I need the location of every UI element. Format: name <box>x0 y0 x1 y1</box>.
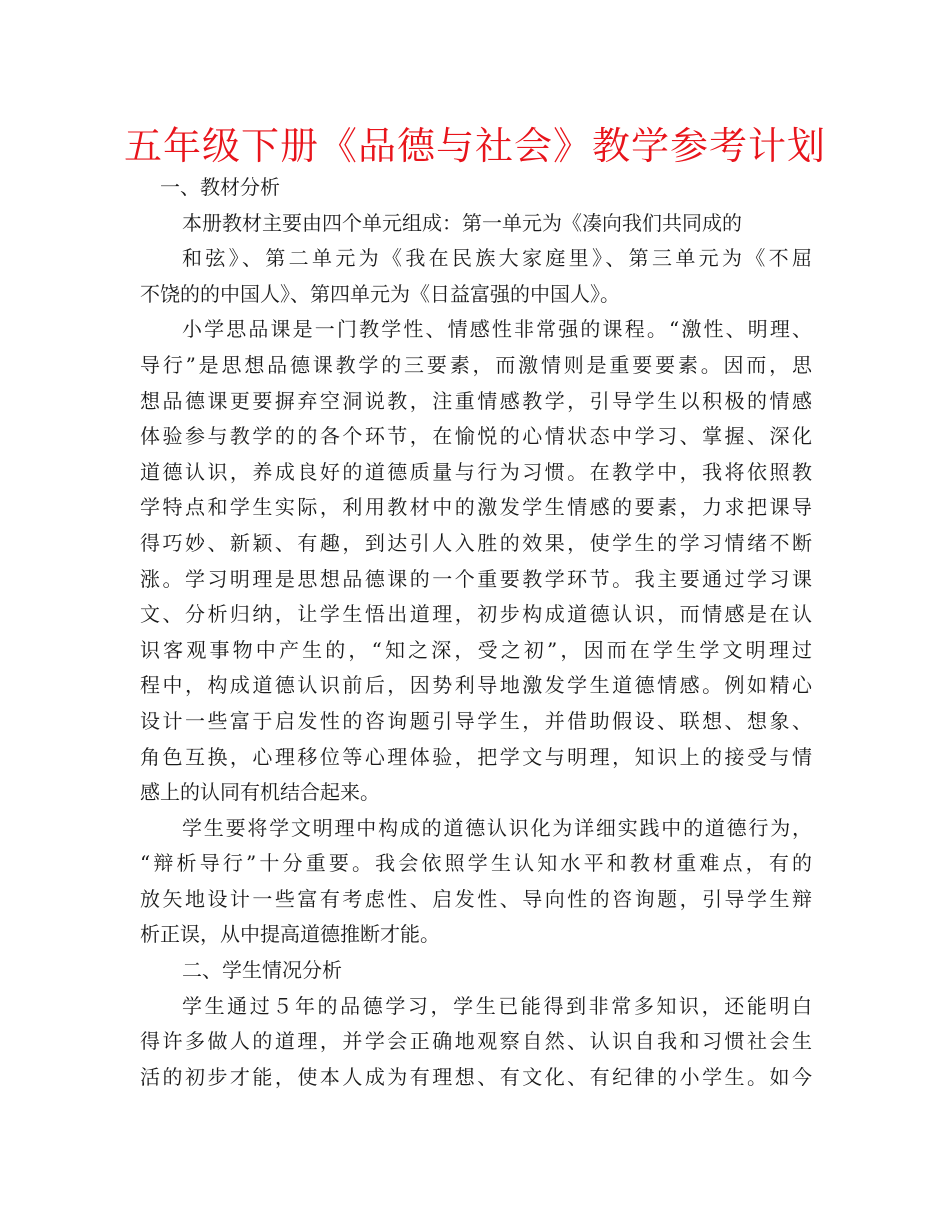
text-line: 学生要将学文明理中构成的道德认识化为详细实践中的道德行为， <box>182 815 812 840</box>
text-line: 小学思品课是一门教学性、情感性非常强的课程。“激性、明理、 <box>182 317 812 342</box>
text-line: 设计一些富于启发性的咨询题引导学生，并借助假设、联想、想象、 <box>140 708 812 733</box>
text-line: 识客观事物中产生的，“知之深，受之初”，因而在学生学文明理过 <box>140 637 812 662</box>
text-line: 不饶的的中国人》、第四单元为《日益富强的中国人》。 <box>140 281 620 306</box>
text-line: 文、分析归纳，让学生悟出道理，初步构成道德认识，而情感是在认 <box>140 602 812 627</box>
text-line: 体验参与教学的的各个环节，在愉悦的心情状态中学习、掌握、深化 <box>140 424 812 449</box>
text-line: 学生通过５年的品德学习，学生已能得到非常多知识，还能明白 <box>182 993 812 1018</box>
text-line: 感上的认同有机结合起来。 <box>140 780 380 805</box>
text-line: 析正误，从中提高道德推断才能。 <box>140 922 440 947</box>
document-body <box>140 170 812 1095</box>
text-line: 学特点和学生实际，利用教材中的激发学生情感的要素，力求把课导 <box>140 495 812 520</box>
text-line: 涨。学习明理是思想品德课的一个重要教学环节。我主要通过学习课 <box>140 566 812 591</box>
document-title: 五年级下册《品德与社会》教学参考计划 <box>123 124 826 168</box>
text-line: 程中，构成道德认识前后，因势利导地激发学生道德情感。例如精心 <box>140 673 812 698</box>
text-line: 得巧妙、新颖、有趣，到达引人入胜的效果，使学生的学习情绪不断 <box>140 530 812 555</box>
text-line: 本册教材主要由四个单元组成：第一单元为《凑向我们共同成的 <box>182 210 742 235</box>
text-line: 角色互换，心理移位等心理体验，把学文与明理，知识上的接受与情 <box>140 744 812 769</box>
text-line: 活的初步才能，使本人成为有理想、有文化、有纪律的小学生。如今 <box>140 1064 812 1089</box>
text-line: “辩析导行”十分重要。我会依照学生认知水平和教材重难点，有的 <box>140 851 812 876</box>
text-line: 道德认识，养成良好的道德质量与行为习惯。在教学中，我将依照教 <box>140 459 812 484</box>
text-line: 得许多做人的道理，并学会正确地观察自然、认识自我和习惯社会生 <box>140 1029 812 1054</box>
text-line: 和弦》、第二单元为《我在民族大家庭里》、第三单元为《不屈 <box>182 246 812 271</box>
text-line: 想品德课更要摒弃空洞说教，注重情感教学，引导学生以积极的情感 <box>140 388 812 413</box>
text-line: 导行”是思想品德课教学的三要素，而激情则是重要要素。因而，思 <box>140 352 812 377</box>
text-line: 一、教材分析 <box>160 175 280 199</box>
text-line: 二、学生情况分析 <box>182 958 342 983</box>
text-line: 放矢地设计一些富有考虑性、启发性、导向性的咨询题，引导学生辩 <box>140 886 812 911</box>
